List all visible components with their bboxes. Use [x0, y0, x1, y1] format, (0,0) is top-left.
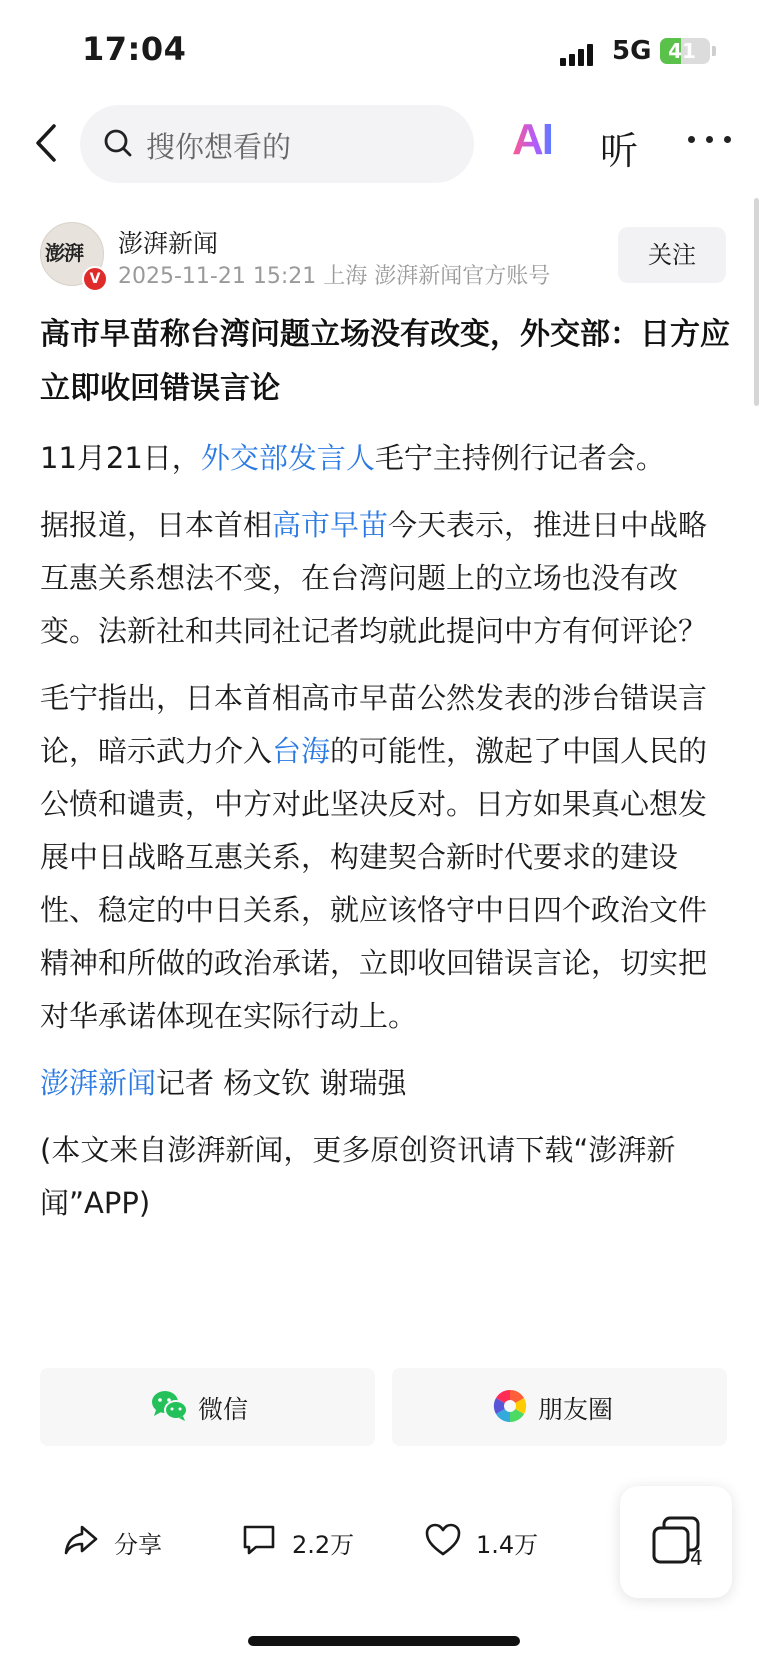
ai-button[interactable]: AI: [512, 115, 552, 164]
more-horizontal-icon[interactable]: [688, 136, 732, 148]
paragraph-text: 的可能性，激起了中国人民的公愤和谴责，中方对此坚决反对。日方如果真心想发展中日战略互惠关系，构建契合新时代要求的建设性、稳定的中日关系，就应该恪守中日四个政治文件精神和所做的政治承诺，立即收回错误言论，切实把对华承诺体现在实际行动上。: [40, 734, 708, 1033]
share-button[interactable]: [62, 1515, 172, 1565]
listen-button[interactable]: 听: [600, 129, 639, 173]
battery-level: 41: [668, 39, 696, 63]
home-indicator[interactable]: [248, 1636, 520, 1646]
share-label: 分享: [114, 1531, 162, 1559]
battery-cap: [712, 46, 716, 56]
share-wechat-button[interactable]: [40, 1368, 375, 1446]
heart-icon: [424, 1521, 462, 1559]
status-bar: [0, 0, 768, 100]
comment-button[interactable]: [240, 1515, 360, 1565]
verified-badge: V: [82, 266, 108, 292]
floating-windows-button[interactable]: [620, 1486, 732, 1598]
share-moments-label: 朋友圈: [538, 1395, 614, 1424]
share-wechat-label: 微信: [198, 1395, 249, 1424]
moments-icon: [492, 1388, 528, 1424]
comment-icon: [240, 1521, 278, 1559]
wechat-icon: [150, 1388, 190, 1424]
article-body: [40, 308, 730, 1244]
author-name[interactable]: 澎湃新闻: [118, 229, 219, 258]
signal-icon: [560, 42, 600, 66]
publish-meta: 2025-11-21 15:21 上海 澎湃新闻官方账号: [118, 264, 551, 289]
article-paragraph: [40, 1057, 730, 1110]
paragraph-text: 据报道，日本首相: [40, 508, 273, 542]
article-title: 高市早苗称台湾问题立场没有改变，外交部：日方应立即收回错误言论: [40, 317, 730, 406]
share-row: [40, 1368, 728, 1446]
like-count: 1.4万: [476, 1531, 539, 1559]
chevron-left-icon: [30, 118, 66, 168]
entity-link-spokesperson[interactable]: 外交部发言人: [200, 441, 375, 475]
comment-count: 2.2万: [292, 1531, 355, 1559]
entity-link-thepaper[interactable]: 澎湃新闻: [40, 1066, 157, 1100]
paragraph-text: 11月21日，: [40, 441, 201, 475]
paragraph-text: 今天表示，推进日中战略互惠关系想法不变，在台湾问题上的立场也没有改变。法新社和共同社记者均就此提问中方有何评论？: [40, 508, 708, 648]
status-time: 17:04: [82, 30, 187, 68]
window-count: 4: [690, 1546, 703, 1570]
battery-icon: [660, 38, 710, 64]
article-paragraph: [40, 499, 730, 658]
article-paragraph: [40, 672, 730, 1043]
share-icon: [62, 1521, 100, 1559]
share-moments-button[interactable]: [392, 1368, 727, 1446]
author-row: [0, 220, 768, 290]
network-type: 5G: [612, 36, 652, 66]
like-button[interactable]: [424, 1515, 544, 1565]
reporter-credit: 记者 杨文钦 谢瑞强: [156, 1066, 407, 1100]
follow-button[interactable]: 关注: [618, 227, 726, 283]
entity-link-taiwan-strait[interactable]: 台海: [272, 734, 331, 768]
top-nav-bar: [0, 100, 768, 190]
search-placeholder: 搜你想看的: [146, 130, 292, 164]
paragraph-text: 毛宁指出，日本首相高市早苗公然发表的涉台错误言论，暗示武力介入: [40, 681, 708, 768]
entity-link-takaichi[interactable]: 高市早苗: [272, 508, 389, 542]
back-button[interactable]: [30, 118, 66, 168]
avatar-logo-text: 澎湃: [45, 241, 83, 265]
search-icon: [102, 127, 136, 161]
article-paragraph: [40, 432, 730, 485]
source-note: (本文来自澎湃新闻，更多原创资讯请下载“澎湃新闻”APP): [40, 1133, 676, 1220]
search-input[interactable]: [80, 105, 474, 183]
paragraph-text: 毛宁主持例行记者会。: [374, 441, 665, 475]
